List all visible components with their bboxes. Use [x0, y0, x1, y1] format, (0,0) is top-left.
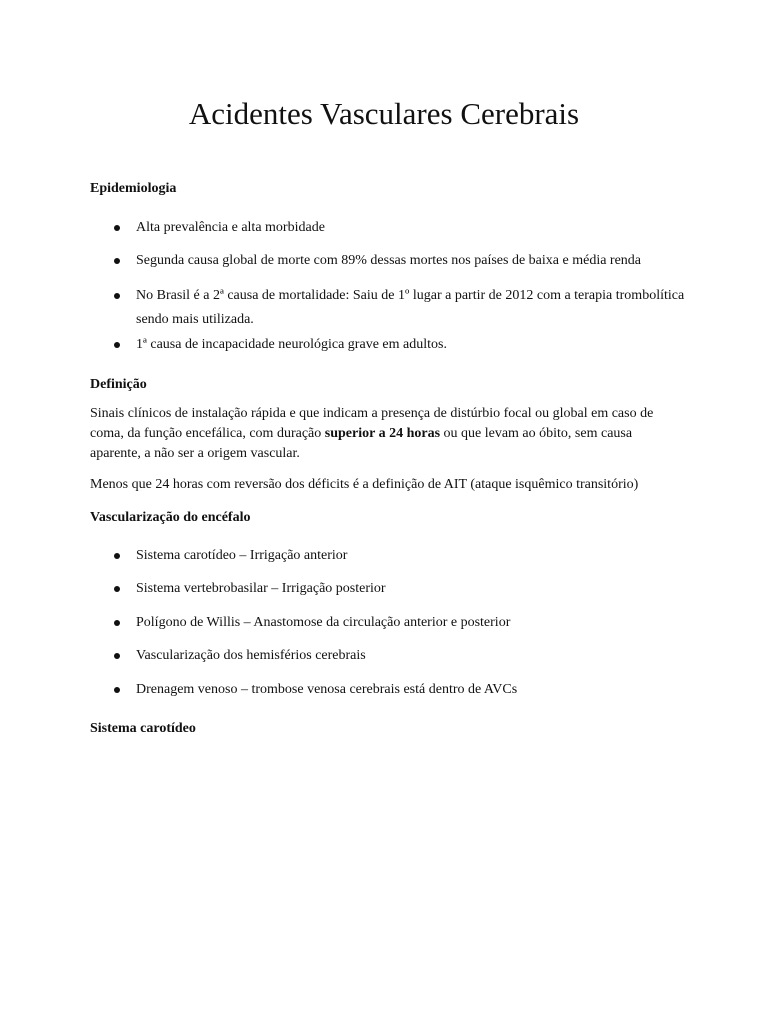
- bullet-icon: [114, 586, 120, 592]
- paragraph-line: [90, 424, 690, 444]
- paragraph-text: ou que levam ao óbito, sem causa: [440, 426, 633, 441]
- list-item-text-continuation: sendo mais utilizada.: [136, 312, 254, 327]
- bullet-icon: [114, 258, 120, 264]
- heading-sistema-carotideo: Sistema carotídeo: [90, 721, 196, 736]
- paragraph-line: Menos que 24 horas com reversão dos déficits é a definição de AIT (ataque isquêmico transitório): [90, 477, 639, 492]
- paragraph-text: coma, da função encefálica, com duração: [90, 426, 325, 441]
- list-item-text: Polígono de Willis – Anastomose da circulação anterior e posterior: [136, 615, 511, 630]
- document-title: Acidentes Vasculares Cerebrais: [188, 96, 580, 131]
- bullet-icon: [114, 687, 120, 693]
- list-item-text: Sistema vertebrobasilar – Irrigação posterior: [136, 581, 386, 596]
- heading-vascularizacao: Vascularização do encéfalo: [90, 510, 251, 525]
- list-item-text: Segunda causa global de morte com 89% dessas mortes nos países de baixa e média renda: [136, 253, 642, 268]
- bullet-icon: [114, 293, 120, 299]
- list-item-text: Drenagem venoso – trombose venosa cerebrais está dentro de AVCs: [136, 682, 518, 697]
- heading-definicao: Definição: [90, 377, 147, 392]
- paragraph-definicao: [90, 404, 690, 464]
- bullet-icon: [114, 342, 120, 348]
- paragraph-bold-text: superior a 24 horas: [324, 426, 441, 441]
- bullet-icon: [114, 225, 120, 231]
- list-item-text: 1ª causa de incapacidade neurológica grave em adultos.: [136, 337, 447, 352]
- bullet-icon: [114, 653, 120, 659]
- paragraph-line: Sinais clínicos de instalação rápida e que indicam a presença de distúrbio focal ou global em caso de: [90, 406, 654, 421]
- paragraph-line: aparente, a não ser a origem vascular.: [90, 446, 300, 461]
- list-item-text: Sistema carotídeo – Irrigação anterior: [136, 548, 348, 563]
- paragraph-ait: [90, 475, 690, 495]
- list-item-text: Vascularização dos hemisférios cerebrais: [136, 648, 366, 663]
- list-item-text: No Brasil é a 2ª causa de mortalidade: Saiu de 1º lugar a partir de 2012 com a terapia trombolítica: [136, 288, 685, 303]
- heading-epidemiologia: Epidemiologia: [90, 181, 177, 196]
- list-item-text: Alta prevalência e alta morbidade: [136, 220, 325, 235]
- bullet-icon: [114, 553, 120, 559]
- bullet-icon: [114, 620, 120, 626]
